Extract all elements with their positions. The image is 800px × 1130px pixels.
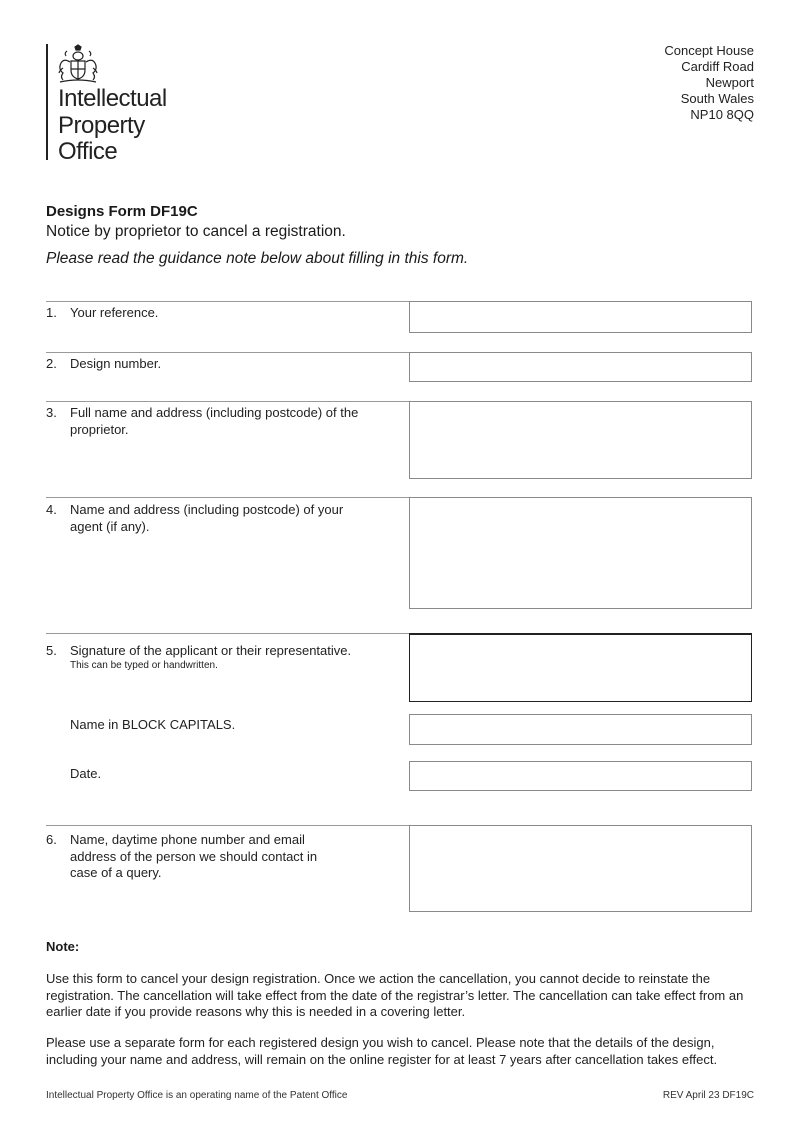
block-capitals-name-field[interactable] xyxy=(409,714,752,745)
divider xyxy=(46,825,410,826)
divider xyxy=(46,497,410,498)
question-number: 6. xyxy=(46,832,57,847)
question-label-design-number: Design number. xyxy=(70,356,162,371)
question-number: 1. xyxy=(46,305,57,320)
form-id: Designs Form DF19C xyxy=(46,203,198,220)
date-field[interactable] xyxy=(409,761,752,791)
office-address: Concept House Cardiff Road Newport South Wales NP10 8QQ xyxy=(664,43,754,122)
note-paragraph: Use this form to cancel your design registration. Once we action the cancellation, you cannot decide to reinstate the registration. The cancellation will take effect from the date of the registrar’s letter. The cancellation can take effect from an earlier date if you provide reasons why this is needed in a covering letter. xyxy=(46,971,744,1019)
royal-coat-of-arms-icon xyxy=(54,44,102,84)
organisation-name: Intellectual Property Office xyxy=(58,85,167,165)
question-label-block-capitals: Name in BLOCK CAPITALS. xyxy=(70,717,236,732)
question-number: 3. xyxy=(46,405,57,420)
footer-operating-name: Intellectual Property Office is an operating name of the Patent Office xyxy=(46,1090,348,1101)
divider xyxy=(46,633,410,634)
your-reference-field[interactable] xyxy=(409,301,752,333)
proprietor-name-address-field[interactable] xyxy=(409,401,752,479)
question-label-agent: Name and address (including postcode) of your agent (if any). xyxy=(70,502,344,534)
question-label-your-reference: Your reference. xyxy=(70,305,159,320)
signature-hint: This can be typed or handwritten. xyxy=(70,659,218,671)
question-label-contact: Name, daytime phone number and email address of the person we should contact in case of a query. xyxy=(70,832,318,880)
form-guidance: Please read the guidance note below about filling in this form. xyxy=(46,250,469,267)
divider xyxy=(46,401,410,402)
question-number: 5. xyxy=(46,643,57,658)
note-heading: Note: xyxy=(46,939,80,954)
agent-name-address-field[interactable] xyxy=(409,497,752,609)
question-label-proprietor: Full name and address (including postcode) of the proprietor. xyxy=(70,405,359,437)
signature-field[interactable] xyxy=(409,633,752,702)
question-label-signature xyxy=(70,643,390,672)
footer-revision: REV April 23 DF19C xyxy=(662,1090,754,1101)
question-number: 2. xyxy=(46,356,57,371)
note-paragraph: Please use a separate form for each registered design you wish to cancel. Please note that the details of the design, including your name and address, will remain on the online register for at least 7 years after cancellation takes effect. xyxy=(46,1035,718,1067)
contact-details-field[interactable] xyxy=(409,825,752,912)
signature-label: Signature of the applicant or their representative. xyxy=(70,643,352,658)
question-label-date: Date. xyxy=(70,766,102,781)
divider xyxy=(46,352,410,353)
question-number: 4. xyxy=(46,502,57,517)
logo-divider xyxy=(46,44,48,160)
design-number-field[interactable] xyxy=(409,352,752,382)
form-subtitle: Notice by proprietor to cancel a registration. xyxy=(46,223,346,240)
divider xyxy=(46,301,410,302)
